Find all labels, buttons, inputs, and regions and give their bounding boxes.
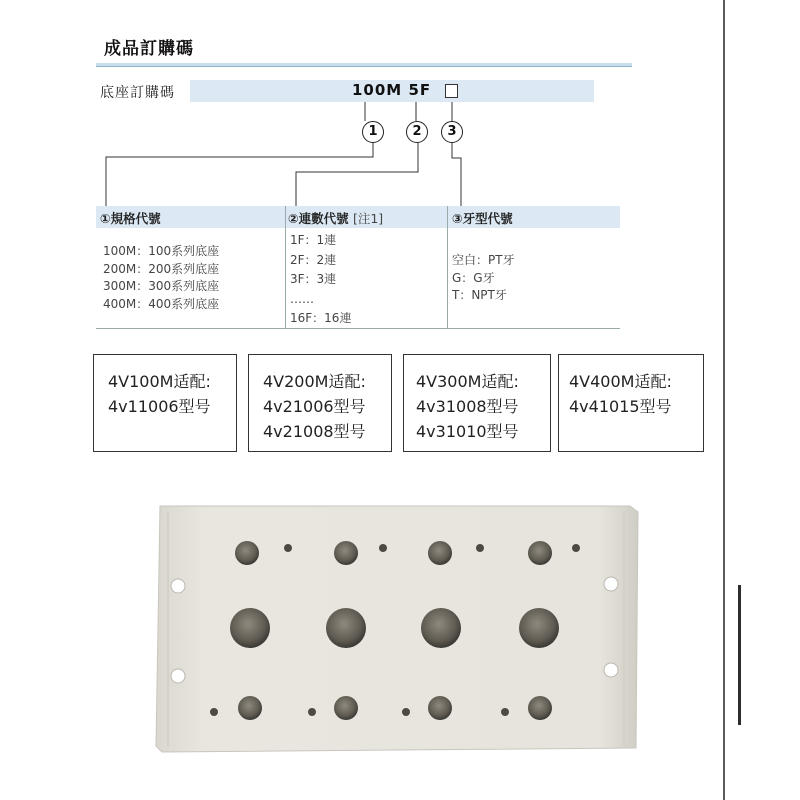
marker-circle-1: 1 <box>362 121 384 143</box>
marker-circle-3: 3 <box>441 121 463 143</box>
port-hole-icon <box>334 696 358 720</box>
compat-box-4v400m <box>558 354 704 452</box>
screw-hole-icon <box>379 544 387 552</box>
compat-title: 4V300M适配: <box>416 372 519 391</box>
port-hole-icon <box>421 608 461 648</box>
table-bottom-rule <box>96 328 620 329</box>
screw-hole-icon <box>476 544 484 552</box>
mount-hole-icon <box>604 663 618 677</box>
spec-code-list <box>103 243 219 313</box>
compat-box-4v300m <box>403 354 551 452</box>
list-item: 400M：400系列底座 <box>103 296 220 311</box>
header-unit-count-code: ②連數代號 [注1] <box>288 211 384 226</box>
connector-3 <box>452 143 461 206</box>
compat-model: 4v41015型号 <box>569 397 672 416</box>
manifold-base-photo <box>150 498 640 760</box>
order-code-value: 100M 5F <box>352 81 432 99</box>
list-item: T：NPT牙 <box>452 288 507 302</box>
compat-model: 4v31010型号 <box>416 422 519 441</box>
column-divider-1 <box>285 206 286 328</box>
base-body <box>156 506 638 752</box>
list-item: 3F：3連 <box>290 272 337 286</box>
port-hole-icon <box>528 541 552 565</box>
page-title: 成品訂購碼 <box>104 39 194 59</box>
list-item: 200M：200系列底座 <box>103 261 220 276</box>
unit-count-list <box>290 231 351 329</box>
port-hole-icon <box>528 696 552 720</box>
mount-hole-icon <box>171 669 185 683</box>
compat-box-4v200m <box>248 354 392 452</box>
compat-title: 4V400M适配: <box>569 372 672 391</box>
list-item: 1F：1連 <box>290 233 337 247</box>
mount-hole-icon <box>171 579 185 593</box>
header-note: [注1] <box>352 211 384 226</box>
list-item: 空白：PT牙 <box>452 253 515 267</box>
screw-hole-icon <box>210 708 218 716</box>
compat-model: 4v11006型号 <box>108 397 211 416</box>
screw-hole-icon <box>501 708 509 716</box>
compat-model: 4v21006型号 <box>263 397 366 416</box>
screw-hole-icon <box>308 708 316 716</box>
connector-1 <box>106 143 373 206</box>
header-thread-code: ③牙型代號 <box>452 211 513 226</box>
header-spec-code: ①規格代號 <box>100 211 161 226</box>
compat-model: 4v31008型号 <box>416 397 519 416</box>
port-hole-icon <box>230 608 270 648</box>
port-hole-icon <box>334 541 358 565</box>
port-hole-icon <box>428 541 452 565</box>
screw-hole-icon <box>284 544 292 552</box>
list-item: 2F：2連 <box>290 252 337 267</box>
port-hole-icon <box>235 541 259 565</box>
connector-2 <box>296 143 418 206</box>
screw-hole-icon <box>402 708 410 716</box>
screw-hole-icon <box>572 544 580 552</box>
port-hole-icon <box>519 608 559 648</box>
list-item: 16F：16連 <box>290 311 352 325</box>
compat-title: 4V100M适配: <box>108 372 211 391</box>
list-item: 100M：100系列底座 <box>103 244 220 258</box>
compat-box-4v100m <box>93 354 237 452</box>
order-code-label: 底座訂購碼 <box>100 85 175 101</box>
port-hole-icon <box>238 696 262 720</box>
list-item: …… <box>290 291 314 306</box>
compat-title: 4V200M适配: <box>263 372 366 391</box>
port-hole-icon <box>326 608 366 648</box>
column-divider-2 <box>447 206 448 328</box>
mount-hole-icon <box>604 577 618 591</box>
marker-circle-2: 2 <box>406 121 428 143</box>
compat-model: 4v21008型号 <box>263 422 366 441</box>
port-hole-icon <box>428 696 452 720</box>
list-item: 300M：300系列底座 <box>103 279 220 293</box>
thread-code-list <box>452 252 515 305</box>
list-item: G：G牙 <box>452 270 495 285</box>
